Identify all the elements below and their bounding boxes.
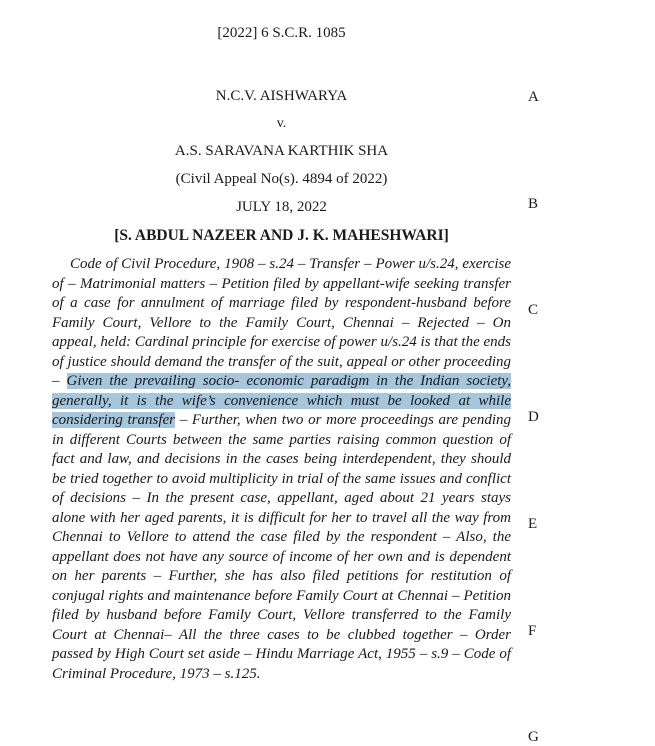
margin-letter-a: A	[528, 89, 539, 105]
report-citation: [2022] 6 S.C.R. 1085	[217, 25, 346, 41]
appeal-number: (Civil Appeal No(s). 4894 of 2022)	[175, 171, 388, 187]
highlighted-text[interactable]: Given the prevailing socio- economic paradigm in the Indian society, generally, it is the wife’s convenience which must be looked at while considering transfer	[52, 373, 512, 428]
margin-letter-f: F	[528, 623, 537, 639]
headnote-text-part2: – Further, when two or more proceedings are pending in different Courts between the same parties raising common question of fact and law, and decisions in the cases being interdependent, they should be tried together to avoid multiplicity in trial of the same issues and conflict of decisions – In the present case, appellant, aged about 21 years stays alone with her aged parents, it is difficult for her to travel all the way from Chennai to Vellore to attend the case filed by the respondent – Also, the appellant does not have any source of income of her own and is dependent on her parents – Further, she has also filed petitions for restitution of conjugal rights and maintenance before Family Court at Chennai – Petition filed by husband before Family Court, Vellore transferred to the Family Court at Chennai– All the three cases to be clubbed together – Order passed by High Court set aside – Hindu Marriage Act, 1955 – s.9 – Code of Criminal Procedure, 1973 – s.125.	[52, 412, 511, 682]
margin-letter-g: G	[528, 729, 539, 745]
headnote-text-part1: Code of Civil Procedure, 1908 – s.24 – Transfer – Power u/s.24, exercise of – Matrimonial matters – Petition filed by appellant-wife seeking transfer of a case for annulment of marriage filed by respondent-husband before Family Court, Vellore to the Family Court, Chennai – Rejected – On appeal, held: Cardinal principle for exercise of power u/s.24 is that the ends of justice should demand the transfer of the suit, appeal or other proceeding –	[52, 256, 511, 389]
margin-letter-c: C	[528, 302, 539, 318]
margin-letter-b: B	[528, 196, 539, 212]
bench-judges: [S. ABDUL NAZEER AND J. K. MAHESHWARI]	[114, 227, 449, 244]
appellant-name: N.C.V. AISHWARYA	[215, 88, 348, 104]
judgment-date: JULY 18, 2022	[236, 199, 327, 215]
headnote-paragraph	[52, 255, 511, 684]
margin-letter-d: D	[528, 409, 539, 425]
margin-letter-e: E	[528, 516, 538, 532]
respondent-name: A.S. SARAVANA KARTHIK SHA	[174, 143, 389, 159]
versus-label: v.	[276, 116, 287, 131]
